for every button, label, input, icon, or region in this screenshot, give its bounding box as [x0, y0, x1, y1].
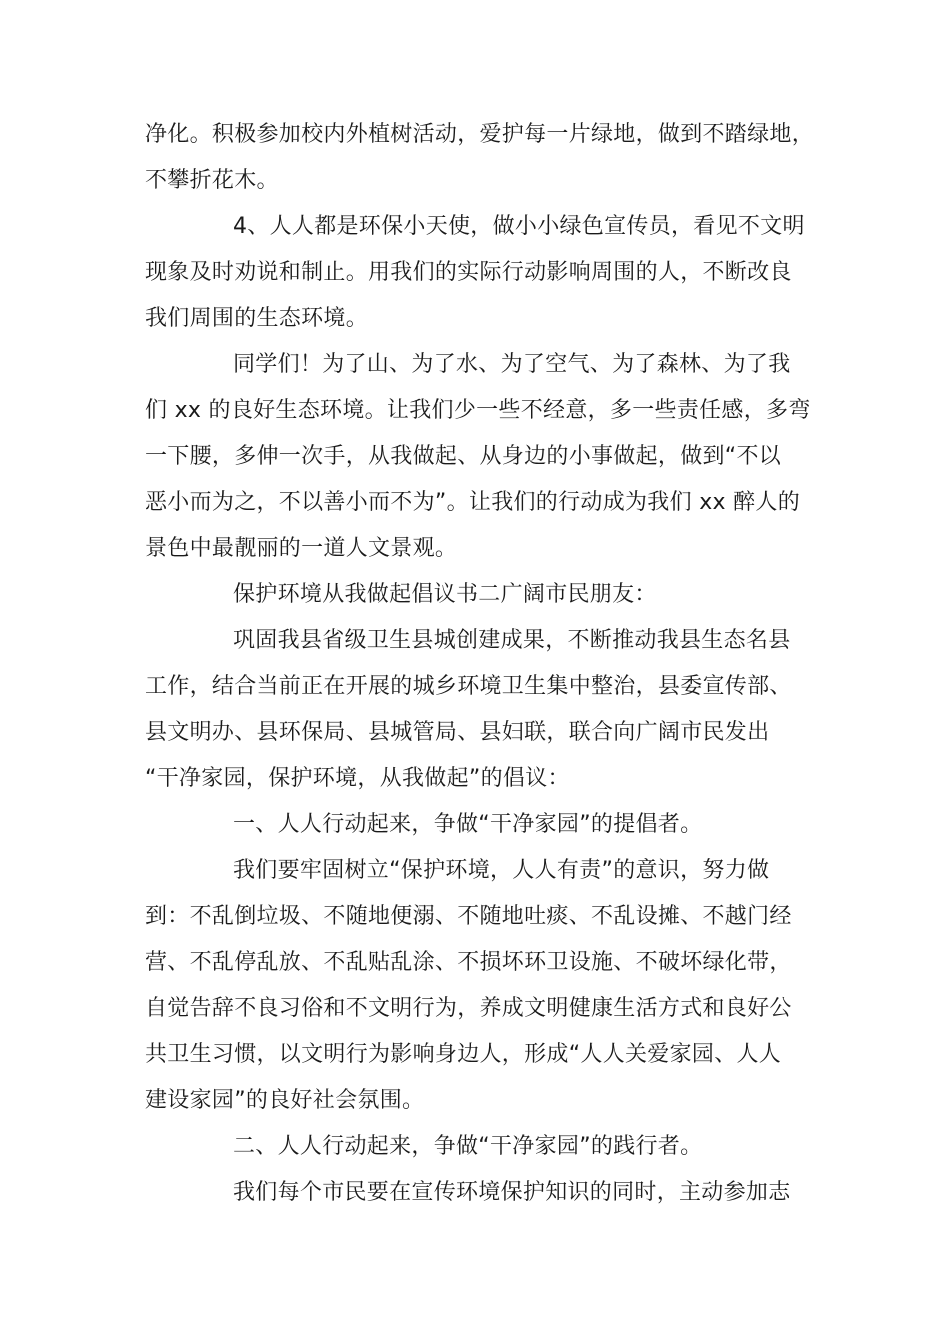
text-line: 我们要牢固树立“保护环境，人人有责”的意识，努力做	[233, 858, 770, 883]
text-line: 一、人人行动起来，争做“干净家园”的提倡者。	[233, 812, 703, 837]
text-line: 净化。积极参加校内外植树活动，爱护每一片绿地，做到不踏绿地，	[145, 122, 815, 147]
text-line: 工作，结合当前正在开展的城乡环境卫生集中整治，县委宣传部、	[145, 674, 792, 699]
text-line: 保护环境从我做起倡议书二广阔市民朋友：	[233, 582, 657, 607]
text-line: 现象及时劝说和制止。用我们的实际行动影响周围的人，不断改良	[145, 260, 792, 285]
text-line: 巩固我县省级卫生县城创建成果，不断推动我县生态名县	[233, 628, 791, 653]
text-line: 同学们！为了山、为了水、为了空气、为了森林、为了我	[233, 352, 791, 377]
text-line: 景色中最靓丽的一道人文景观。	[145, 536, 458, 561]
text-line: 营、不乱停乱放、不乱贴乱涂、不损坏环卫设施、不破坏绿化带，	[145, 950, 792, 975]
text-line: 县文明办、县环保局、县城管局、县妇联，联合向广阔市民发出	[145, 720, 770, 745]
text-line: 我们每个市民要在宣传环境保护知识的同时，主动参加志	[233, 1180, 791, 1205]
text-line: 自觉告辞不良习俗和不文明行为，养成文明健康生活方式和良好公	[145, 996, 792, 1021]
text-line: 们 xx 的良好生态环境。让我们少一些不经意，多一些责任感，多弯	[145, 398, 811, 423]
text-line: 到：不乱倒垃圾、不随地便溺、不随地吐痰、不乱设摊、不越门经	[145, 904, 792, 929]
text-line: 一下腰，多伸一次手，从我做起、从身边的小事做起，做到“不以	[145, 444, 782, 469]
document-body	[145, 112, 813, 1216]
text-line: 恶小而为之，不以善小而不为”。让我们的行动成为我们 xx 醉人的	[145, 490, 801, 515]
text-line: 共卫生习惯，以文明行为影响身边人，形成“人人关爱家园、人人	[145, 1042, 782, 1067]
text-line: 4、人人都是环保小天使，做小小绿色宣传员，看见不文明	[233, 214, 805, 239]
text-line: 我们周围的生态环境。	[145, 306, 369, 331]
text-line: 建设家园”的良好社会氛围。	[145, 1088, 425, 1113]
text-line: “干净家园，保护环境，从我做起”的倡议：	[145, 766, 570, 791]
text-line: 二、人人行动起来，争做“干净家园”的践行者。	[233, 1134, 703, 1159]
text-line: 不攀折花木。	[145, 168, 279, 193]
